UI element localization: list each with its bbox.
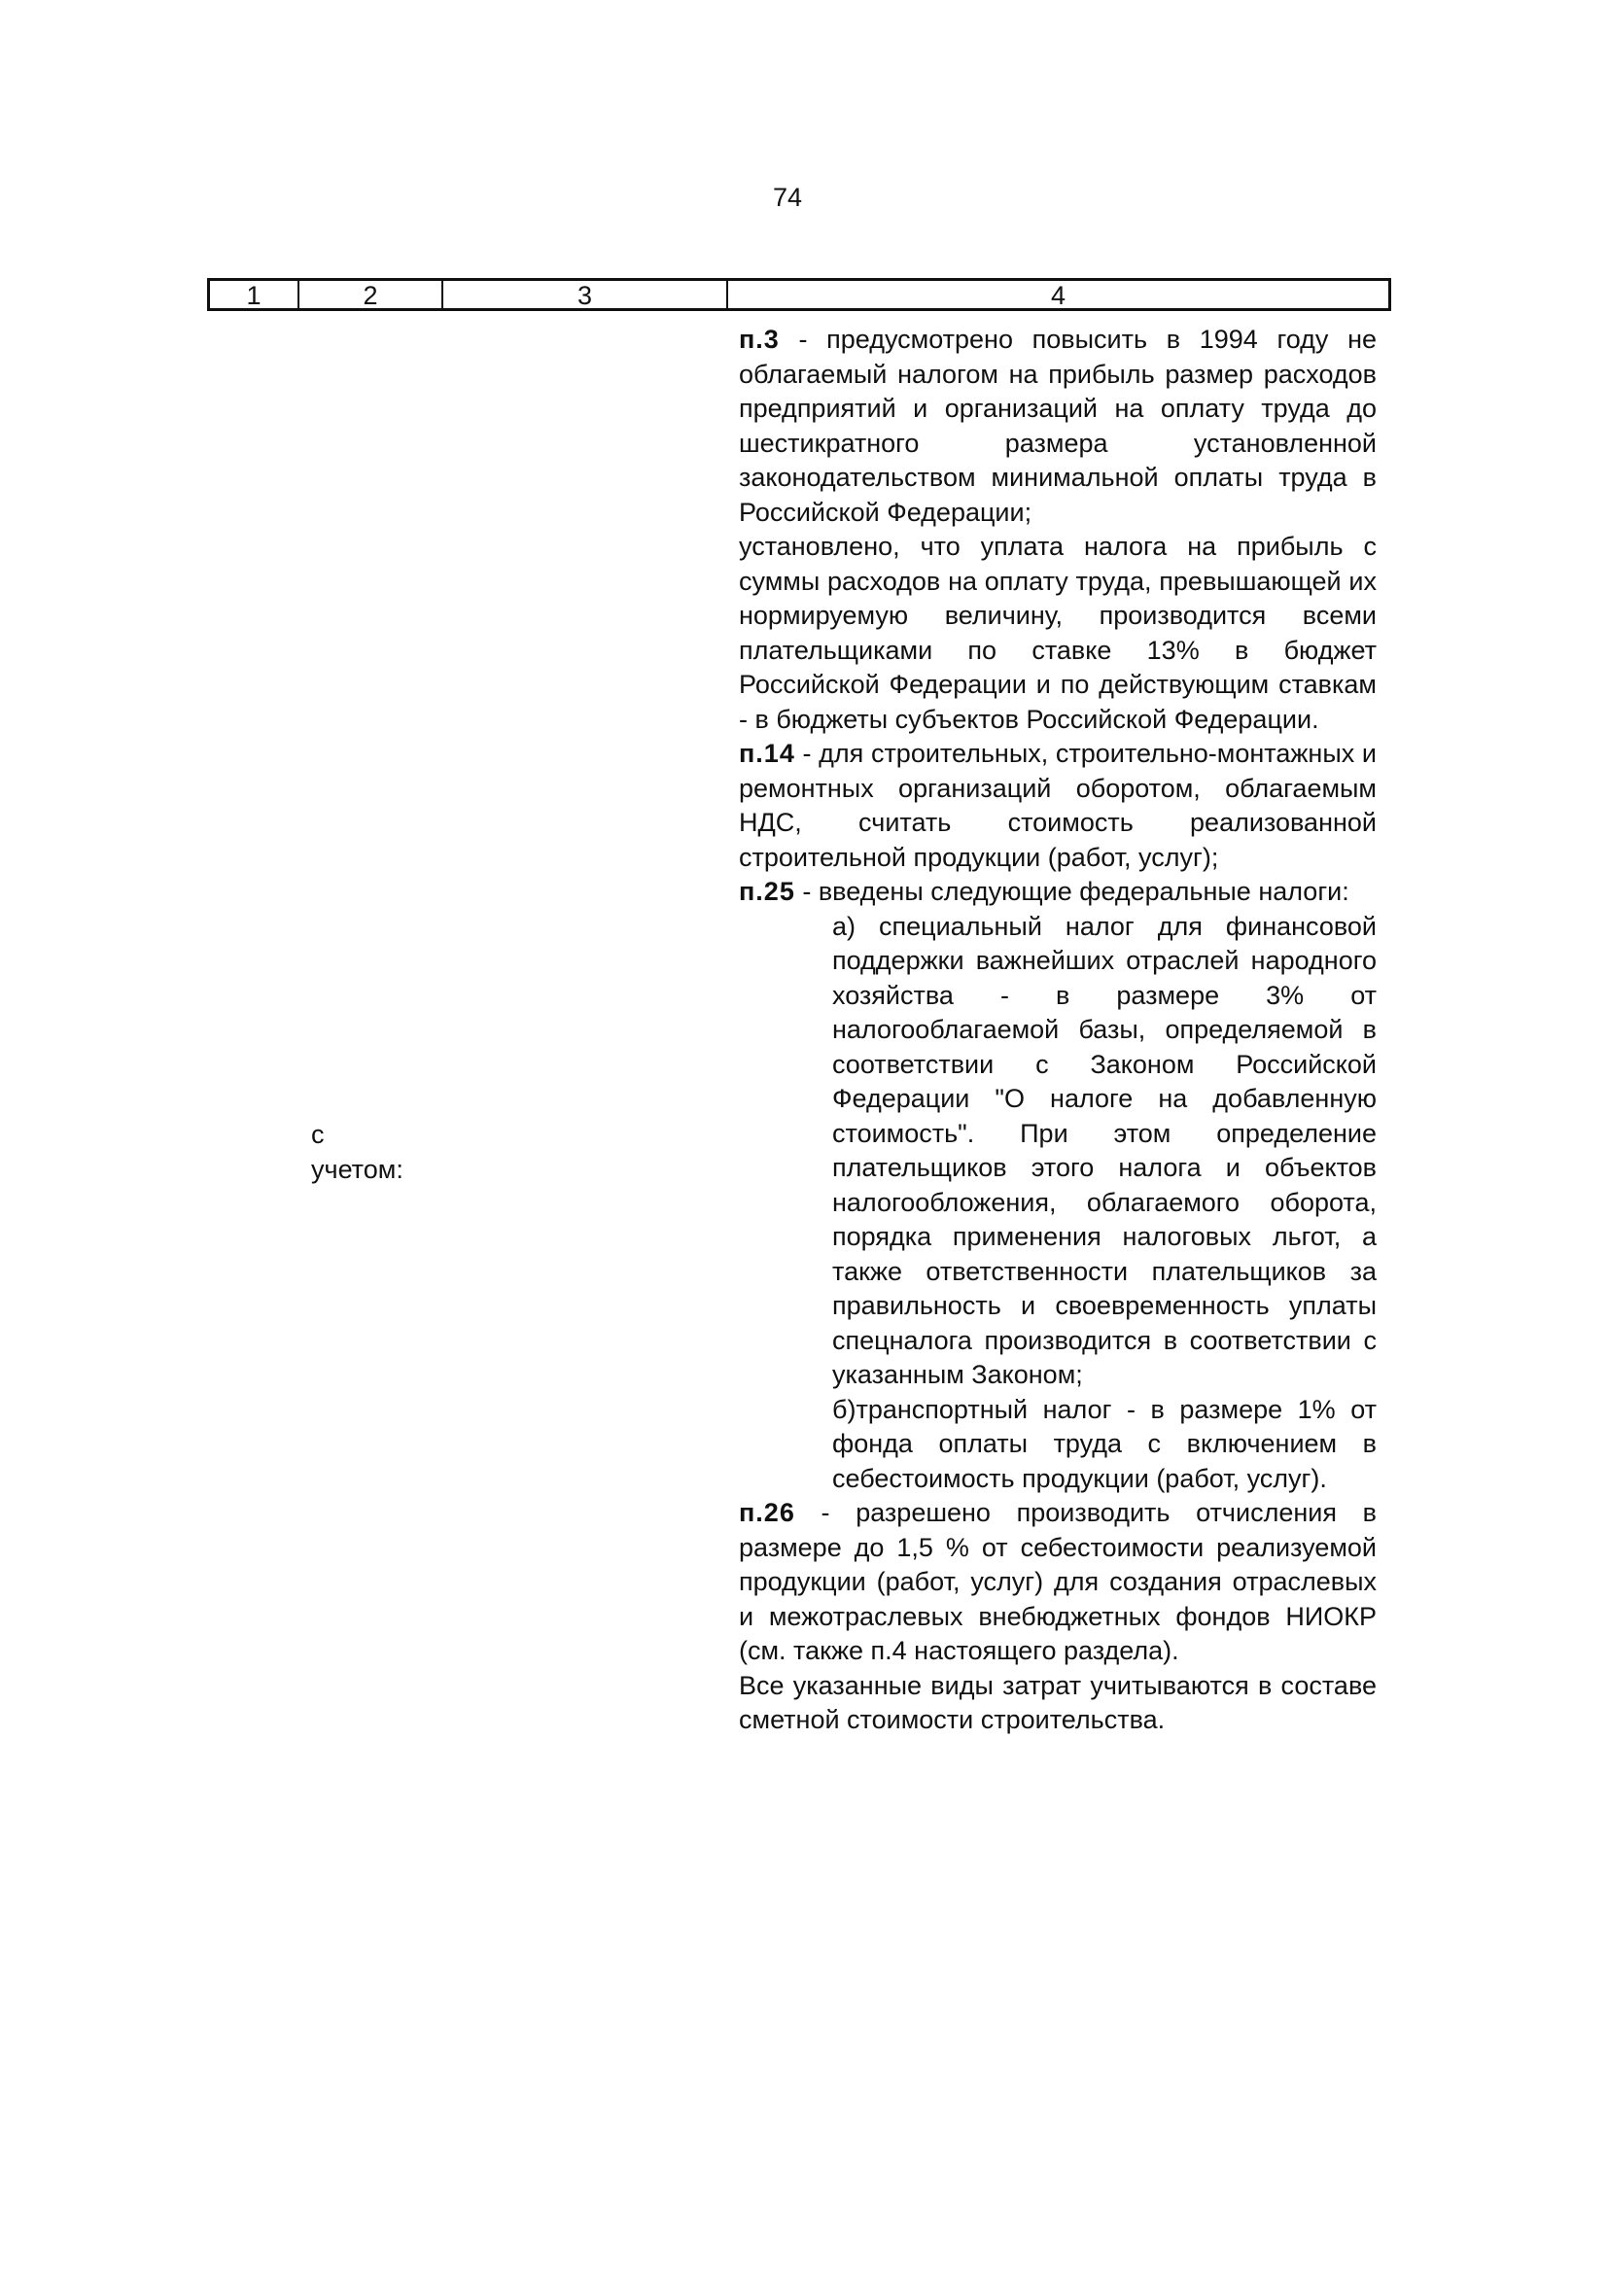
col2-line-2: учетом: — [311, 1154, 403, 1184]
clause-text-p14: - для строительных, строительно-монтажных и ремонтных организаций оборотом, облагаемым НДС, считать стоимость реализованной строительной продукции (работ, услуг); — [739, 739, 1377, 872]
header-col-2: 2 — [299, 281, 443, 308]
clause-prefix-p25: п.25 — [739, 877, 795, 906]
col2-line-1: с — [311, 1120, 325, 1149]
clause-prefix-p26: п.26 — [739, 1498, 795, 1527]
page-number: 74 — [772, 183, 803, 212]
paragraph-p3-continued: установлено, что уплата налога на прибыль с суммы расходов на оплату труда, превышающей их нормируемую величину, производится всеми плательщиками по ставке 13% в бюджет Российской Федерации и по действующим ставкам - в бюджеты субъектов Российской Федерации. — [739, 532, 1377, 734]
column-2-text — [311, 1118, 403, 1187]
clause-prefix-p3: п.3 — [739, 325, 780, 354]
paragraph-p25-b: б)транспортный налог - в размере 1% от фонда оплаты труда с включением в себестоимость продукции (работ, услуг). — [832, 1394, 1377, 1493]
paragraph-p26 — [739, 1496, 1377, 1669]
paragraph-p25 — [739, 875, 1377, 910]
column-4-text — [739, 323, 1377, 1738]
paragraph-p14 — [739, 737, 1377, 875]
header-col-4: 4 — [1050, 281, 1066, 310]
header-col-1: 1 — [210, 281, 299, 308]
clause-text-p25: - введены следующие федеральные налоги: — [794, 877, 1349, 906]
table-header-row — [207, 278, 1391, 311]
clause-text-p26: - разрешено производить отчисления в размере до 1,5 % от себестоимости реализуемой продукции (работ, услуг) для создания отраслевых и межотраслевых внебюджетных фондов НИОКР (см. также п.4 настоящего раздела). — [739, 1498, 1377, 1665]
paragraph-p3 — [739, 323, 1377, 530]
clause-text-p3: - предусмотрено повысить в 1994 году не облагаемый налогом на прибыль размер расходов предприятий и организаций на оплату труда до шестикратного размера установленной законодательством минимальной оплаты труда в Российской Федерации; — [739, 325, 1377, 527]
clause-prefix-p14: п.14 — [739, 739, 795, 768]
paragraph-p25-a: а) специальный налог для финансовой поддержки важнейших отраслей народного хозяйства - в размере 3% от налогооблагаемой базы, определяемой в соответствии с Законом Российской Федерации "О налоге на добавленную стоимость". При этом определение плательщиков этого налога и объектов налогообложения, облагаемого оборота, порядка применения налоговых льгот, а также ответственности плательщиков за правильность и своевременность уплаты спецналога производится в соответствии с указанным Законом; — [832, 911, 1377, 1389]
header-col-3: 3 — [443, 281, 728, 308]
paragraph-closing: Все указанные виды затрат учитываются в составе сметной стоимости строительства. — [739, 1670, 1377, 1734]
